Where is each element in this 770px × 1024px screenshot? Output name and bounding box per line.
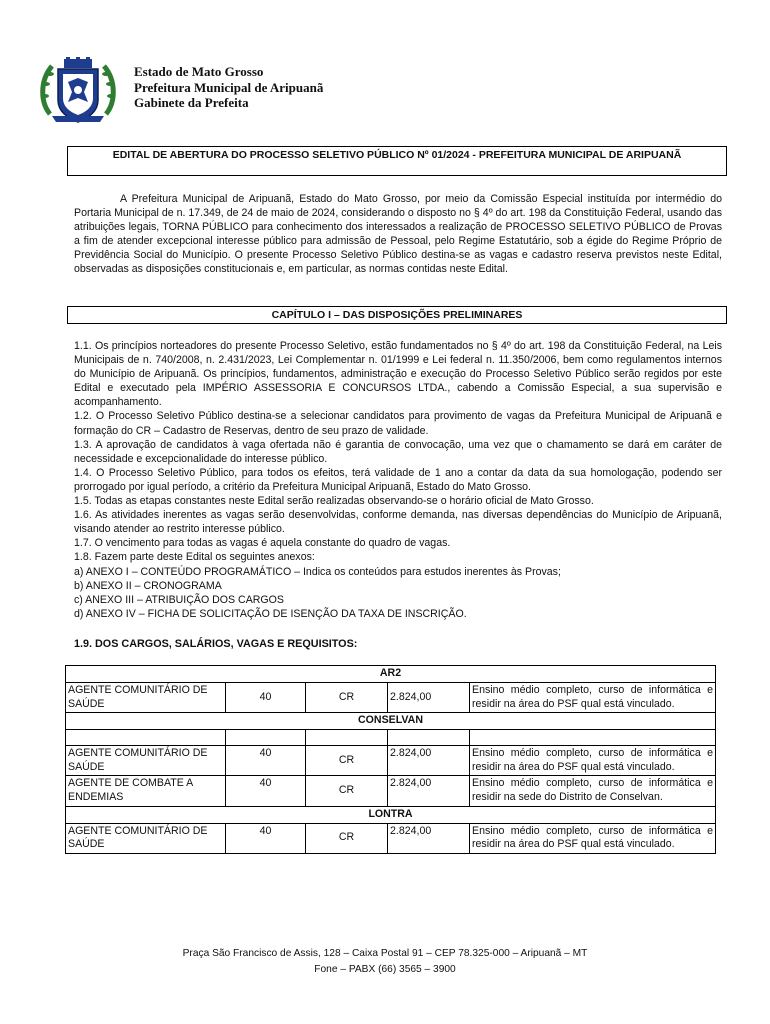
office-name: Gabinete da Prefeita — [134, 95, 249, 110]
salary-cell: 2.824,00 — [388, 823, 470, 853]
annex-item-a: a) ANEXO I – CONTEÚDO PROGRAMÁTICO – Indica os conteúdos para estudos inerentes às Provas; — [74, 565, 561, 578]
spacer-row — [66, 730, 716, 746]
article-1-8: 1.8. Fazem parte deste Edital os seguintes anexos: — [74, 551, 315, 564]
article-1-1: 1.1. Os princípios norteadores do presente Processo Seletivo, estão fundamentados no § 4º do art. 198 da Constituição Federal, na Leis Municipais de n. 740/2008, n. 2.431/2023, Lei Complementar n. 01/1999 e Lei federal n. 11.350/2006, bem como regulamentos internos do Município de Aripuanã. Os princípios, fundamentos, administração e execução do Processo Seletivo Público serão regidos por este Edital e executado pela IMPÉRIO ASSESSORIA E CONCURSOS LTDA., cabendo a Comissão Especial, a sua supervisão e acompanhamento. — [74, 340, 722, 409]
article-1-7: 1.7. O vencimento para todas as vagas é aquela constante do quadro de vagas. — [74, 537, 451, 550]
municipality-name: Prefeitura Municipal de Aripuanã — [134, 79, 324, 95]
hours-cell: 40 — [226, 776, 306, 806]
salary-cell: 2.824,00 — [388, 746, 470, 776]
page-footer — [0, 946, 770, 978]
group-row — [66, 666, 716, 683]
group-name: CONSELVAN — [66, 713, 716, 730]
table-row — [66, 823, 716, 853]
vagas-cell: CR — [306, 823, 388, 853]
coat-of-arms-icon — [36, 56, 120, 126]
requirements-cell: Ensino médio completo, curso de informática e residir na área do PSF qual está vinculado. — [470, 683, 716, 713]
requirements-cell: Ensino médio completo, curso de informática e residir na área do PSF qual está vinculado. — [470, 746, 716, 776]
cargo-cell: AGENTE COMUNITÁRIO DE SAÚDE — [66, 746, 226, 776]
footer-address: Praça São Francisco de Assis, 128 – Caixa Postal 91 – CEP 78.325-000 – Aripuanã – MT — [182, 948, 588, 959]
article-1-4: 1.4. O Processo Seletivo Público, para todos os efeitos, terá validade de 1 ano a contar da data da sua homologação, podendo ser prorrogado por igual período, a critério da Prefeitura Municipal Aripuanã, Estado do Mato Grosso. — [74, 466, 722, 493]
letterhead — [36, 56, 736, 126]
section-title: 1.9. DOS CARGOS, SALÁRIOS, VAGAS E REQUISITOS: — [74, 638, 358, 650]
chapter-heading: CAPÍTULO I – DAS DISPOSIÇÕES PRELIMINARES — [67, 306, 727, 324]
vagas-cell: CR — [306, 746, 388, 776]
group-name: AR2 — [66, 666, 716, 683]
hours-cell: 40 — [226, 683, 306, 713]
cargo-cell: AGENTE COMUNITÁRIO DE SAÚDE — [66, 823, 226, 853]
requirements-cell: Ensino médio completo, curso de informática e residir na sede do Distrito de Conselvan. — [470, 776, 716, 806]
cargo-cell: AGENTE DE COMBATE A ENDEMIAS — [66, 776, 226, 806]
requirements-cell: Ensino médio completo, curso de informática e residir na área do PSF qual está vinculado. — [470, 823, 716, 853]
document-title: EDITAL DE ABERTURA DO PROCESSO SELETIVO PÚBLICO Nº 01/2024 - PREFEITURA MUNICIPAL DE ARIPUANÃ — [67, 146, 727, 176]
article-1-3: 1.3. A aprovação de candidatos à vaga ofertada não é garantia de convocação, uma vez que o chamamento se dará em caráter de necessidade e excepcionalidade do interesse público. — [74, 438, 722, 465]
state-name: Estado de Mato Grosso — [134, 64, 264, 79]
annex-item-d: d) ANEXO IV – FICHA DE SOLICITAÇÃO DE ISENÇÃO DA TAXA DE INSCRIÇÃO. — [74, 607, 467, 620]
intro-paragraph: A Prefeitura Municipal de Aripuanã, Estado do Mato Grosso, por meio da Comissão Especial instituída por intermédio do Portaria Municipal de n. 17.349, de 24 de maio de 2024, considerando o disposto no § 4º do art. 198 da Constituição Federal, usando das atribuições legais, TORNA PÚBLICO para conhecimento dos interessados a realização de PROCESSO SELETIVO PÚBLICO de Provas a fim de atender excepcional interesse público para admissão de Pessoal, pelo Regime Estatutário, sob a égide do Regime Próprio de Previdência Social do Município. O presente Processo Seletivo Público destina-se as vagas e cadastro reserva previstos neste Edital, observadas as disposições constitucionais e, em particular, as normas contidas neste Edital. — [74, 193, 722, 276]
salary-cell: 2.824,00 — [388, 776, 470, 806]
article-1-6: 1.6. As atividades inerentes as vagas serão desenvolvidas, conforme demanda, nas diversas dependências do Município de Aripuanã, visando atender ao restrito interesse público. — [74, 509, 722, 536]
group-row — [66, 713, 716, 730]
cargo-cell: AGENTE COMUNITÁRIO DE SAÚDE — [66, 683, 226, 713]
salary-cell: 2.824,00 — [388, 683, 470, 713]
article-1-5: 1.5. Todas as etapas constantes neste Edital serão realizadas observando-se o horário oficial de Mato Grosso. — [74, 495, 594, 508]
table-row — [66, 746, 716, 776]
positions-table — [65, 665, 716, 854]
annex-item-b: b) ANEXO II – CRONOGRAMA — [74, 579, 222, 592]
group-row — [66, 806, 716, 823]
vagas-cell: CR — [306, 776, 388, 806]
table-row — [66, 776, 716, 806]
articles-list — [74, 339, 722, 621]
article-1-2: 1.2. O Processo Seletivo Público destina-se a selecionar candidatos para provimento de vagas da Prefeitura Municipal de Aripuanã e formação do CR – Cadastro de Reservas, dentro de seu prazo de validade. — [74, 410, 722, 437]
table-row — [66, 683, 716, 713]
hours-cell: 40 — [226, 823, 306, 853]
vagas-cell: CR — [306, 683, 388, 713]
annex-item-c: c) ANEXO III – ATRIBUIÇÃO DOS CARGOS — [74, 593, 284, 606]
footer-phone: Fone – PABX (66) 3565 – 3900 — [314, 964, 456, 975]
hours-cell: 40 — [226, 746, 306, 776]
group-name: LONTRA — [66, 806, 716, 823]
